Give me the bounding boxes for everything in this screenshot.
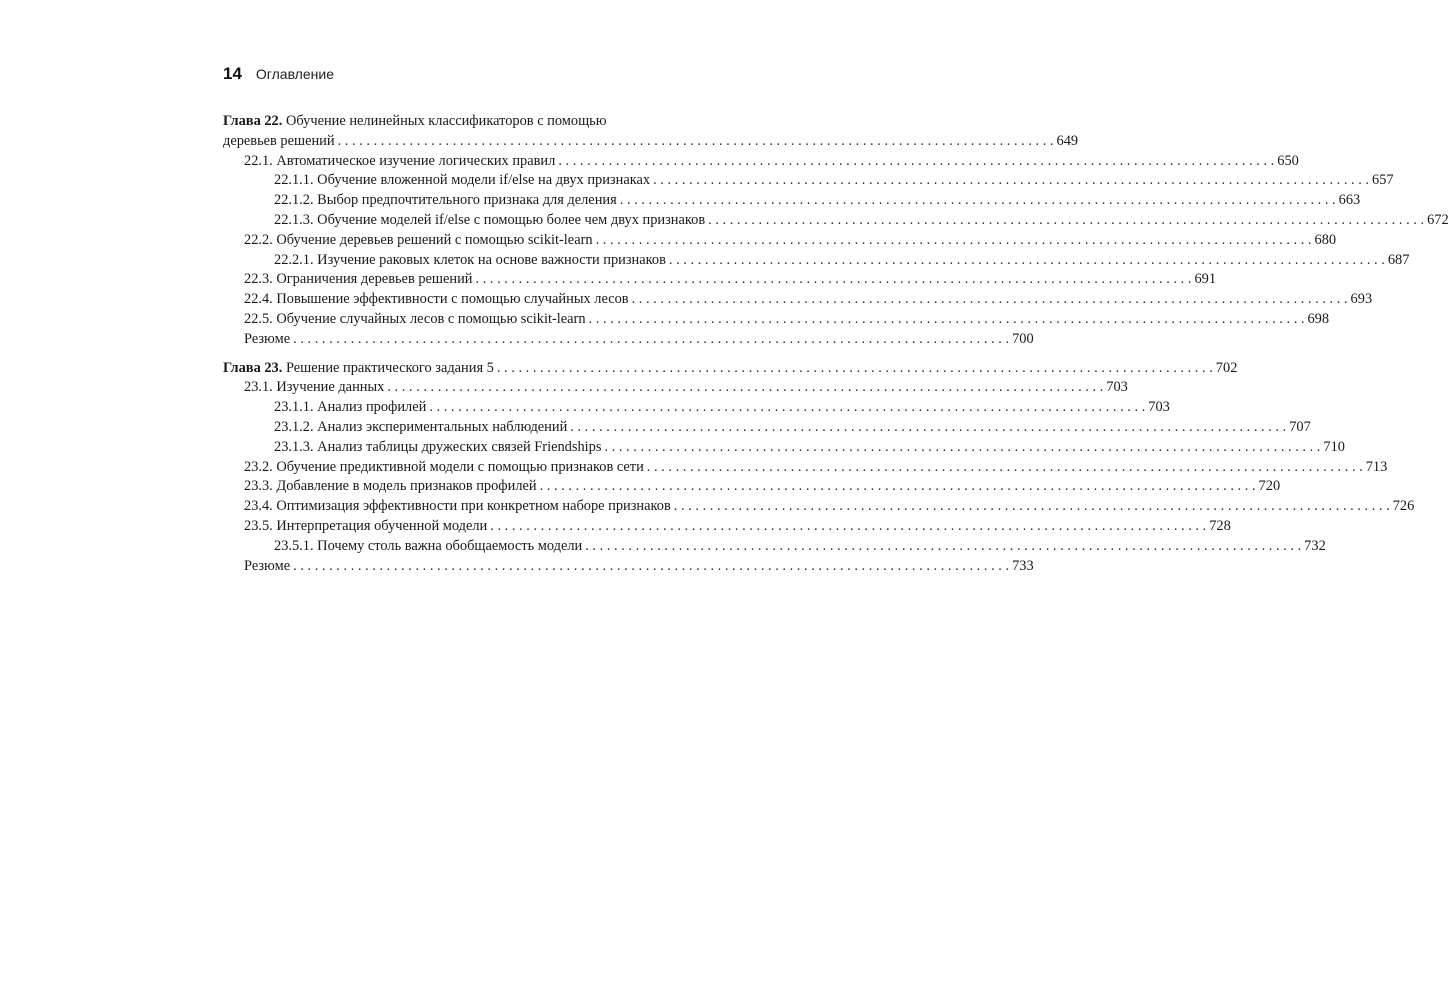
toc-subsection-entry[interactable] — [223, 251, 1410, 272]
chapter-title: Решение практического задания 5 — [285, 359, 494, 376]
toc-section-entry[interactable] — [223, 310, 1330, 331]
entry-title: 22.4. Повышение эффективности с помощью случайных лесов — [244, 291, 629, 308]
entry-page-number: 687 — [1387, 251, 1410, 268]
entry-title: 22.5. Обучение случайных лесов с помощью scikit-learn — [244, 310, 586, 327]
dot-leader: . . . . . . . . . . . . . . . . . . . . . . . . . . . . . . . . . . . . . . . . . . . . . . . . . . . . . . . . . . . . . . . . . . . . . . . . . . . . . . . . . . . . . . . . . . . . . . . . . . . . — [708, 211, 1425, 228]
chapter-page-number: 649 — [1056, 132, 1079, 149]
dot-leader: . . . . . . . . . . . . . . . . . . . . . . . . . . . . . . . . . . . . . . . . . . . . . . . . . . . . . . . . . . . . . . . . . . . . . . . . . . . . . . . . . . . . . . . . . . . . . . . . . . . . — [496, 359, 1213, 376]
dot-leader: . . . . . . . . . . . . . . . . . . . . . . . . . . . . . . . . . . . . . . . . . . . . . . . . . . . . . . . . . . . . . . . . . . . . . . . . . . . . . . . . . . . . . . . . . . . . . . . . . . . . — [631, 291, 1348, 308]
page-number: 14 — [223, 64, 242, 83]
dot-leader: . . . . . . . . . . . . . . . . . . . . . . . . . . . . . . . . . . . . . . . . . . . . . . . . . . . . . . . . . . . . . . . . . . . . . . . . . . . . . . . . . . . . . . . . . . . . . . . . . . . . — [558, 152, 1275, 169]
page-header — [223, 64, 334, 84]
entry-title: 22.1.1. Обучение вложенной модели if/else на двух признаках — [274, 172, 651, 189]
running-title: Оглавление — [255, 66, 334, 82]
entry-page-number: 703 — [1106, 379, 1128, 396]
toc-subsection-entry[interactable] — [223, 192, 1361, 212]
toc-section-entry[interactable] — [223, 557, 1034, 578]
dot-leader: . . . . . . . . . . . . . . . . . . . . . . . . . . . . . . . . . . . . . . . . . . . . . . . . . . . . . . . . . . . . . . . . . . . . . . . . . . . . . . . . . . . . . . . . . . . . . . . . . . . . — [570, 418, 1287, 435]
entry-page-number: 707 — [1289, 418, 1311, 435]
entry-title: 23.3. Добавление в модель признаков профилей — [244, 478, 537, 495]
dot-leader: . . . . . . . . . . . . . . . . . . . . . . . . . . . . . . . . . . . . . . . . . . . . . . . . . . . . . . . . . . . . . . . . . . . . . . . . . . . . . . . . . . . . . . . . . . . . . . . . . . . . — [429, 399, 1146, 416]
entry-page-number: 733 — [1012, 557, 1034, 574]
chapter-label: Глава 22. — [223, 113, 283, 129]
chapter-heading-text — [223, 360, 494, 377]
toc-section-entry[interactable] — [223, 330, 1034, 351]
entry-title: 23.1.3. Анализ таблицы дружеских связей Friendships — [274, 438, 602, 455]
entry-title: 23.5. Интерпретация обученной модели — [244, 517, 488, 534]
toc-subsection-entry[interactable] — [223, 399, 1170, 419]
entry-title: 23.1.1. Анализ профилей — [274, 399, 427, 416]
toc-section-entry[interactable] — [223, 379, 1128, 399]
chapter-heading-continued[interactable] — [223, 132, 1079, 153]
entry-page-number: 700 — [1012, 330, 1034, 347]
entry-title: Резюме — [244, 330, 291, 347]
entry-page-number: 728 — [1209, 517, 1231, 534]
entry-page-number: 663 — [1338, 192, 1361, 209]
entry-title: 22.3. Ограничения деревьев решений — [244, 271, 473, 288]
entry-page-number: 726 — [1392, 498, 1415, 515]
toc-section-entry[interactable] — [223, 498, 1415, 518]
entry-page-number: 680 — [1314, 231, 1337, 248]
chapter-title: Обучение нелинейных классификаторов с помощью — [285, 113, 607, 129]
dot-leader: . . . . . . . . . . . . . . . . . . . . . . . . . . . . . . . . . . . . . . . . . . . . . . . . . . . . . . . . . . . . . . . . . . . . . . . . . . . . . . . . . . . . . . . . . . . . . . . . . . . . — [539, 478, 1256, 495]
toc-section-entry[interactable] — [223, 517, 1231, 538]
dot-leader: . . . . . . . . . . . . . . . . . . . . . . . . . . . . . . . . . . . . . . . . . . . . . . . . . . . . . . . . . . . . . . . . . . . . . . . . . . . . . . . . . . . . . . . . . . . . . . . . . . . . — [604, 438, 1321, 455]
entry-page-number: 720 — [1258, 478, 1281, 495]
chapter-heading-text — [223, 113, 607, 130]
entry-page-number: 710 — [1323, 438, 1345, 455]
entry-page-number: 657 — [1372, 172, 1394, 189]
entry-title: 22.1. Автоматическое изучение логических правил — [244, 152, 556, 169]
entry-page-number: 703 — [1148, 399, 1170, 416]
toc-subsection-entry[interactable] — [223, 211, 1449, 232]
entry-title: 22.1.2. Выбор предпочтительного признака для деления — [274, 192, 617, 209]
toc-section-entry[interactable] — [223, 271, 1217, 291]
dot-leader: . . . . . . . . . . . . . . . . . . . . . . . . . . . . . . . . . . . . . . . . . . . . . . . . . . . . . . . . . . . . . . . . . . . . . . . . . . . . . . . . . . . . . . . . . . . . . . . . . . . . — [387, 379, 1104, 396]
toc-section-entry[interactable] — [223, 231, 1337, 252]
dot-leader: . . . . . . . . . . . . . . . . . . . . . . . . . . . . . . . . . . . . . . . . . . . . . . . . . . . . . . . . . . . . . . . . . . . . . . . . . . . . . . . . . . . . . . . . . . . . . . . . . . . . — [490, 517, 1207, 534]
dot-leader: . . . . . . . . . . . . . . . . . . . . . . . . . . . . . . . . . . . . . . . . . . . . . . . . . . . . . . . . . . . . . . . . . . . . . . . . . . . . . . . . . . . . . . . . . . . . . . . . . . . . — [293, 330, 1010, 347]
toc-section-entry[interactable] — [223, 478, 1281, 498]
toc-subsection-entry[interactable] — [223, 537, 1326, 558]
chapter-heading[interactable] — [223, 113, 776, 133]
chapter-block — [223, 359, 1415, 578]
toc-subsection-entry[interactable] — [223, 172, 1394, 192]
toc-subsection-entry[interactable] — [223, 418, 1311, 439]
chapter-heading[interactable] — [223, 359, 1238, 380]
entry-title: 23.1. Изучение данных — [244, 379, 385, 396]
entry-page-number: 698 — [1307, 310, 1330, 327]
dot-leader: . . . . . . . . . . . . . . . . . . . . . . . . . . . . . . . . . . . . . . . . . . . . . . . . . . . . . . . . . . . . . . . . . . . . . . . . . . . . . . . . . . . . . . . . . . . . . . . . . . . . — [653, 172, 1370, 189]
dot-leader: . . . . . . . . . . . . . . . . . . . . . . . . . . . . . . . . . . . . . . . . . . . . . . . . . . . . . . . . . . . . . . . . . . . . . . . . . . . . . . . . . . . . . . . . . . . . . . . . . . . . — [673, 498, 1390, 515]
entry-page-number: 732 — [1304, 537, 1326, 554]
entry-page-number: 691 — [1194, 271, 1217, 288]
chapter-block — [223, 113, 1449, 351]
entry-title: Резюме — [244, 557, 291, 574]
dot-leader: . . . . . . . . . . . . . . . . . . . . . . . . . . . . . . . . . . . . . . . . . . . . . . . . . . . . . . . . . . . . . . . . . . . . . . . . . . . . . . . . . . . . . . . . . . . . . . . . . . . . — [646, 458, 1363, 475]
entry-title: 23.5.1. Почему столь важна обобщаемость модели — [274, 537, 583, 554]
entry-title: 23.4. Оптимизация эффективности при конкретном наборе признаков — [244, 498, 671, 515]
dot-leader: . . . . . . . . . . . . . . . . . . . . . . . . . . . . . . . . . . . . . . . . . . . . . . . . . . . . . . . . . . . . . . . . . . . . . . . . . . . . . . . . . . . . . . . . . . . . . . . . . . . . — [475, 271, 1192, 288]
entry-page-number: 650 — [1277, 152, 1299, 169]
dot-leader: . . . . . . . . . . . . . . . . . . . . . . . . . . . . . . . . . . . . . . . . . . . . . . . . . . . . . . . . . . . . . . . . . . . . . . . . . . . . . . . . . . . . . . . . . . . . . . . . . . . . — [588, 310, 1305, 327]
chapter-title-continued: деревьев решений — [223, 132, 335, 149]
dot-leader: . . . . . . . . . . . . . . . . . . . . . . . . . . . . . . . . . . . . . . . . . . . . . . . . . . . . . . . . . . . . . . . . . . . . . . . . . . . . . . . . . . . . . . . . . . . . . . . . . . . . — [595, 231, 1312, 248]
chapter-label: Глава 23. — [223, 359, 283, 376]
dot-leader: . . . . . . . . . . . . . . . . . . . . . . . . . . . . . . . . . . . . . . . . . . . . . . . . . . . . . . . . . . . . . . . . . . . . . . . . . . . . . . . . . . . . . . . . . . . . . . . . . . . . — [585, 537, 1302, 554]
dot-leader: . . . . . . . . . . . . . . . . . . . . . . . . . . . . . . . . . . . . . . . . . . . . . . . . . . . . . . . . . . . . . . . . . . . . . . . . . . . . . . . . . . . . . . . . . . . . . . . . . . . . — [337, 132, 1054, 149]
entry-title: 23.1.2. Анализ экспериментальных наблюдений — [274, 418, 568, 435]
toc-subsection-entry[interactable] — [223, 438, 1345, 459]
toc-section-entry[interactable] — [223, 152, 1299, 173]
entry-page-number: 713 — [1365, 458, 1388, 475]
toc-section-entry[interactable] — [223, 458, 1388, 479]
entry-page-number: 672 — [1427, 211, 1449, 228]
dot-leader: . . . . . . . . . . . . . . . . . . . . . . . . . . . . . . . . . . . . . . . . . . . . . . . . . . . . . . . . . . . . . . . . . . . . . . . . . . . . . . . . . . . . . . . . . . . . . . . . . . . . — [293, 557, 1010, 574]
toc-section-entry[interactable] — [223, 291, 1373, 311]
entry-title: 22.2. Обучение деревьев решений с помощью scikit-learn — [244, 231, 593, 248]
entry-title: 23.2. Обучение предиктивной модели с помощью признаков сети — [244, 458, 644, 475]
dot-leader: . . . . . . . . . . . . . . . . . . . . . . . . . . . . . . . . . . . . . . . . . . . . . . . . . . . . . . . . . . . . . . . . . . . . . . . . . . . . . . . . . . . . . . . . . . . . . . . . . . . . — [668, 251, 1385, 268]
entry-page-number: 693 — [1350, 291, 1373, 308]
entry-title: 22.1.3. Обучение моделей if/else с помощью более чем двух признаков — [274, 211, 706, 228]
table-of-contents — [223, 113, 1449, 586]
entry-title: 22.2.1. Изучение раковых клеток на основе важности признаков — [274, 251, 666, 268]
chapter-page-number: 702 — [1215, 359, 1238, 376]
dot-leader: . . . . . . . . . . . . . . . . . . . . . . . . . . . . . . . . . . . . . . . . . . . . . . . . . . . . . . . . . . . . . . . . . . . . . . . . . . . . . . . . . . . . . . . . . . . . . . . . . . . . — [619, 192, 1336, 209]
